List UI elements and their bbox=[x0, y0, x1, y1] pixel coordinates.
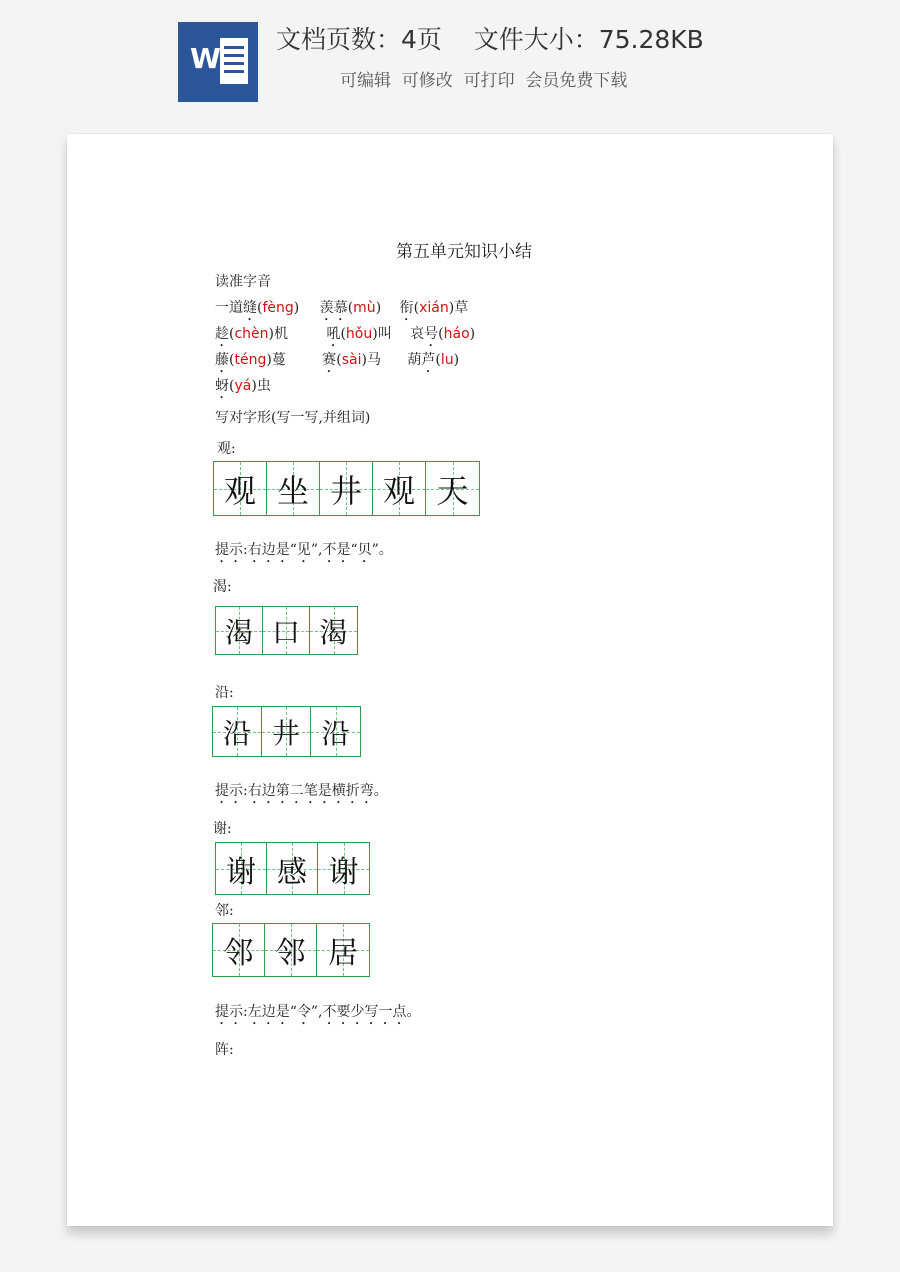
grid-cell: 口 bbox=[263, 607, 310, 654]
pinyin-row-1: 一道缝(fèng) 羡慕(mù) 衔(xián)草 bbox=[215, 300, 469, 316]
writing-grid-yan bbox=[212, 706, 361, 757]
grid-cell: 井 bbox=[262, 707, 311, 756]
document-info-title: 文档页数：4页 文件大小：75.28KB bbox=[276, 25, 704, 54]
char-label-yan: 沿: bbox=[215, 685, 234, 701]
page-lines-icon bbox=[220, 38, 248, 84]
document-title: 第五单元知识小结 bbox=[396, 242, 532, 262]
grid-cell: 邻 bbox=[265, 924, 317, 976]
page-header bbox=[0, 0, 900, 120]
grid-cell: 沿 bbox=[311, 707, 360, 756]
writing-grid-ke bbox=[215, 606, 358, 655]
grid-cell: 沿 bbox=[213, 707, 262, 756]
section-heading-writing: 写对字形(写一写,并组词) bbox=[215, 410, 371, 426]
writing-grid-xie bbox=[215, 842, 370, 895]
hint-lin: 提示:左边是“令”,不要少写一点。 bbox=[215, 1004, 421, 1020]
word-document-icon: W bbox=[178, 22, 258, 102]
writing-grid-guan bbox=[213, 461, 480, 516]
char-label-lin: 邻: bbox=[215, 903, 234, 919]
grid-cell: 谢 bbox=[216, 843, 267, 894]
grid-cell: 观 bbox=[214, 462, 267, 515]
grid-cell: 渴 bbox=[310, 607, 357, 654]
grid-cell: 邻 bbox=[213, 924, 265, 976]
grid-cell: 谢 bbox=[318, 843, 369, 894]
document-page bbox=[67, 134, 833, 1226]
char-label-xie: 谢: bbox=[213, 821, 232, 837]
pinyin-row-4: 蚜(yá)虫 bbox=[215, 378, 271, 394]
grid-cell: 观 bbox=[373, 462, 426, 515]
hint-yan: 提示:右边第二笔是横折弯。 bbox=[215, 783, 388, 799]
char-label-ke: 渴: bbox=[213, 579, 232, 595]
document-features: 可编辑 可修改 可打印 会员免费下载 bbox=[340, 71, 628, 91]
grid-cell: 井 bbox=[320, 462, 373, 515]
grid-cell: 天 bbox=[426, 462, 479, 515]
hint-guan: 提示:右边是“见”,不是“贝”。 bbox=[215, 542, 393, 558]
grid-cell: 感 bbox=[267, 843, 318, 894]
pinyin-row-2: 趁(chèn)机 吼(hǒu)叫 哀号(háo) bbox=[215, 326, 476, 342]
grid-cell: 坐 bbox=[267, 462, 320, 515]
pinyin-row-3: 藤(téng)蔓 赛(sài)马 葫芦(lu) bbox=[215, 352, 460, 368]
grid-cell: 居 bbox=[317, 924, 369, 976]
char-label-zhen: 阵: bbox=[215, 1042, 234, 1058]
section-heading-pronunciation: 读准字音 bbox=[215, 274, 271, 290]
char-label-guan: 观: bbox=[217, 441, 236, 457]
grid-cell: 渴 bbox=[216, 607, 263, 654]
writing-grid-lin bbox=[212, 923, 370, 977]
